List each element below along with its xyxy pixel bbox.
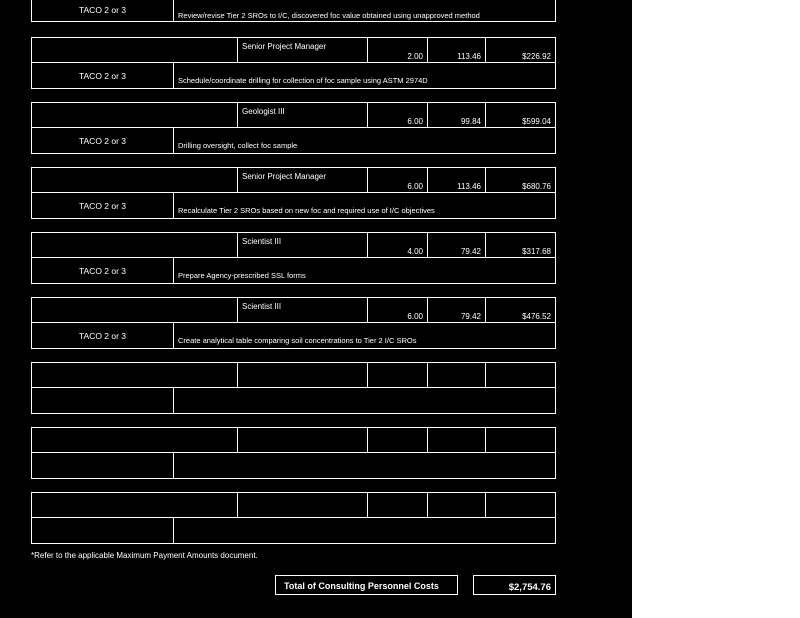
- task-description-cell: [173, 517, 556, 544]
- personnel-title-cell: Senior Project Manager: [237, 37, 368, 63]
- rate-cell: 113.46: [427, 37, 486, 63]
- personnel-title-cell: [237, 492, 368, 518]
- cost-cell: $680.76: [485, 167, 556, 193]
- personnel-title-cell: Scientist III: [237, 297, 368, 323]
- rate-cell: [427, 427, 486, 453]
- hours-cell: [367, 362, 428, 388]
- task-code-cell: TACO 2 or 3: [31, 192, 174, 219]
- rate-cell: 113.46: [427, 167, 486, 193]
- task-description-cell: [173, 452, 556, 479]
- row-8-spacer-cell: [31, 492, 238, 518]
- task-code-cell: [31, 387, 174, 414]
- rate-cell: 79.42: [427, 232, 486, 258]
- footnote: *Refer to the applicable Maximum Payment Amounts document.: [31, 551, 258, 560]
- row-7-spacer-cell: [31, 427, 238, 453]
- personnel-title-cell: [237, 427, 368, 453]
- task-description-cell: Recalculate Tier 2 SROs based on new foc and required use of I/C objectives: [173, 192, 556, 219]
- row-6-spacer-cell: [31, 362, 238, 388]
- cost-cell: [485, 362, 556, 388]
- task-code-cell: TACO 2 or 3: [31, 0, 174, 22]
- total-value: $2,754.76: [473, 575, 556, 595]
- row-2-spacer-cell: [31, 102, 238, 128]
- task-code-cell: [31, 517, 174, 544]
- cost-cell: $599.04: [485, 102, 556, 128]
- rate-cell: [427, 492, 486, 518]
- task-description-cell: [173, 387, 556, 414]
- row-5-spacer-cell: [31, 297, 238, 323]
- row-1-spacer-cell: [31, 37, 238, 63]
- rate-cell: 99.84: [427, 102, 486, 128]
- hours-cell: [367, 492, 428, 518]
- row-4-spacer-cell: [31, 232, 238, 258]
- task-code-cell: [31, 452, 174, 479]
- cost-cell: $226.92: [485, 37, 556, 63]
- hours-cell: 4.00: [367, 232, 428, 258]
- personnel-title-cell: Scientist III: [237, 232, 368, 258]
- cost-cell: $476.52: [485, 297, 556, 323]
- hours-cell: 6.00: [367, 102, 428, 128]
- hours-cell: 6.00: [367, 167, 428, 193]
- hours-cell: 2.00: [367, 37, 428, 63]
- total-label: Total of Consulting Personnel Costs: [275, 575, 458, 595]
- rate-cell: [427, 362, 486, 388]
- cost-cell: [485, 492, 556, 518]
- task-description-cell: Create analytical table comparing soil concentrations to Tier 2 I/C SROs: [173, 322, 556, 349]
- task-description-cell: Drilling oversight, collect foc sample: [173, 127, 556, 154]
- task-code-cell: TACO 2 or 3: [31, 62, 174, 89]
- row-3-spacer-cell: [31, 167, 238, 193]
- personnel-title-cell: Geologist III: [237, 102, 368, 128]
- personnel-title-cell: [237, 362, 368, 388]
- task-description-cell: Schedule/coordinate drilling for collection of foc sample using ASTM 2974D: [173, 62, 556, 89]
- hours-cell: 6.00: [367, 297, 428, 323]
- personnel-title-cell: Senior Project Manager: [237, 167, 368, 193]
- cost-cell: [485, 427, 556, 453]
- task-code-cell: TACO 2 or 3: [31, 322, 174, 349]
- task-code-cell: TACO 2 or 3: [31, 127, 174, 154]
- hours-cell: [367, 427, 428, 453]
- task-description-cell: Review/revise Tier 2 SROs to I/C, discovered foc value obtained using unapproved method: [173, 0, 556, 22]
- task-description-cell: Prepare Agency-prescribed SSL forms: [173, 257, 556, 284]
- task-code-cell: TACO 2 or 3: [31, 257, 174, 284]
- cost-cell: $317.68: [485, 232, 556, 258]
- rate-cell: 79.42: [427, 297, 486, 323]
